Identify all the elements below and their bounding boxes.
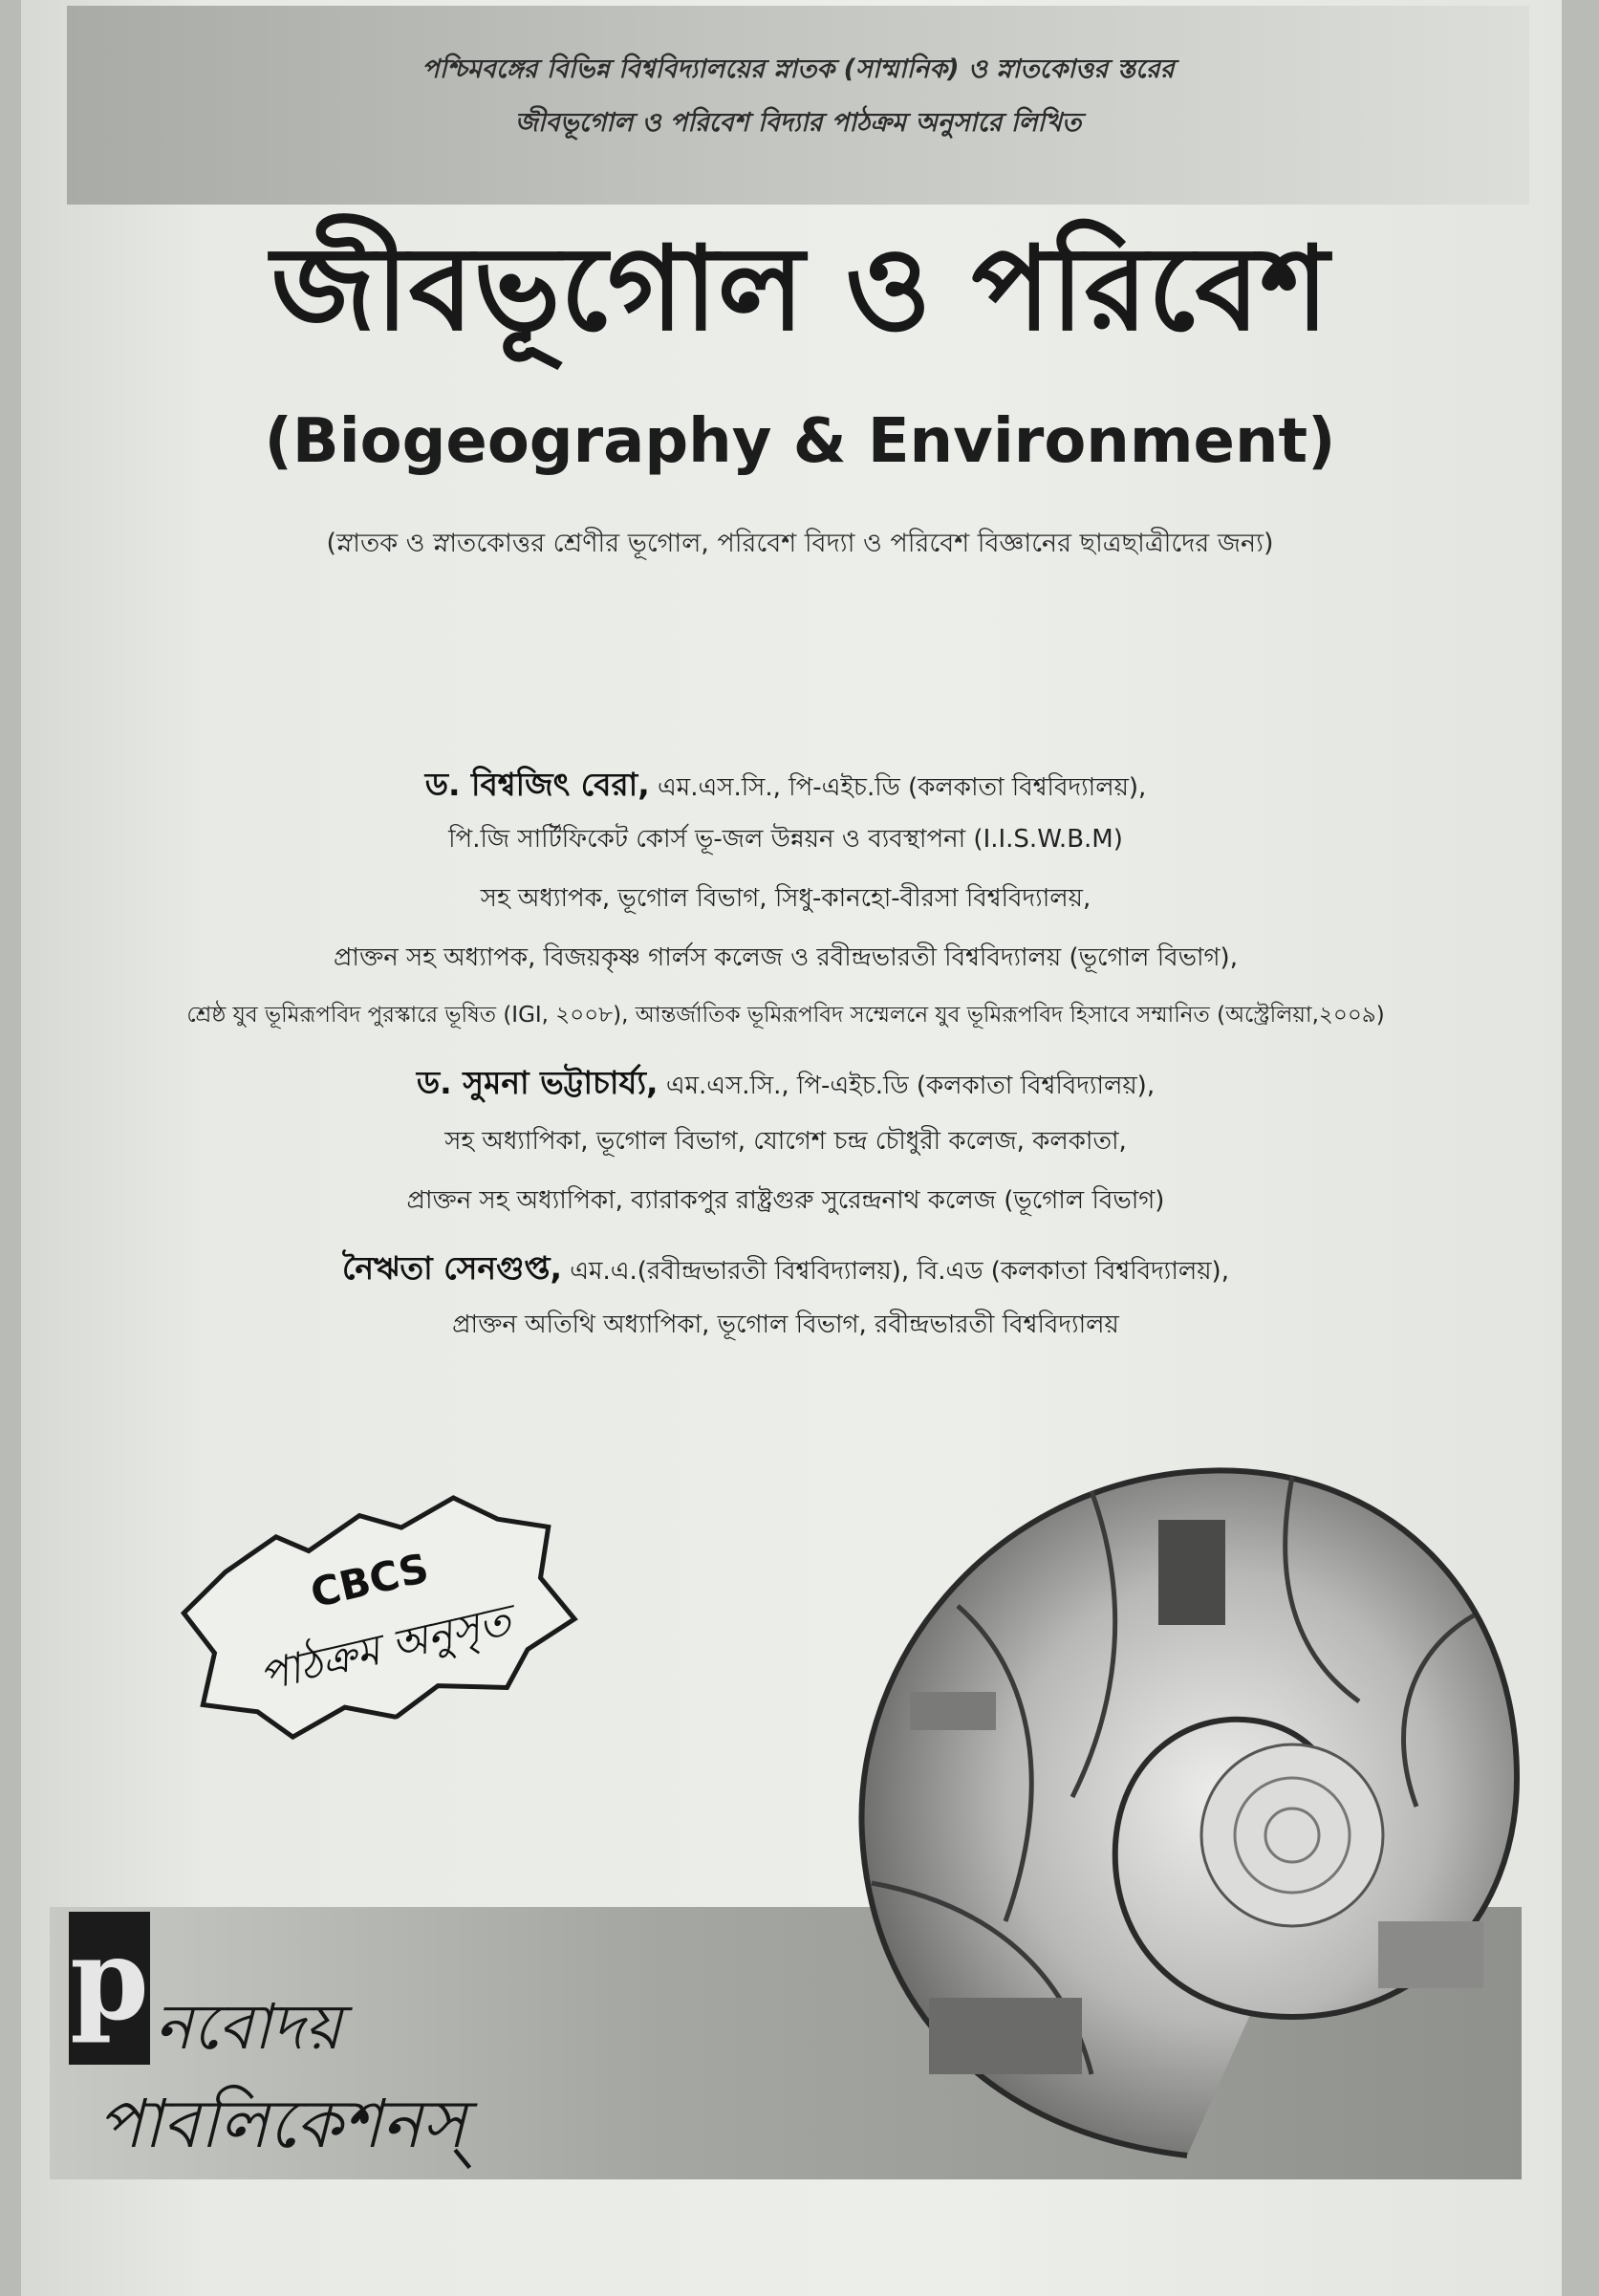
publisher-name-line-2: পাবলিকেশনস্	[97, 2085, 466, 2163]
publisher-name-line-1: নবোদয়	[155, 1990, 342, 2064]
author-1-line: পি.জি সার্টিফিকেট কোর্স ভূ-জল উন্নয়ন ও ব্যবস্থাপনা (I.I.S.W.B.M)	[448, 825, 1123, 854]
author-1-line: প্রাক্তন সহ অধ্যাপক, বিজয়কৃষ্ণ গার্লস কলেজ ও রবীন্দ্রভারতী বিশ্ববিদ্যালয় (ভূগোল বিভাগ),	[334, 943, 1238, 972]
book-subtitle: (স্নাতক ও স্নাতকোত্তর শ্রেণীর ভূগোল, পরিবেশ বিদ্যা ও পরিবেশ বিজ্ঞানের ছাত্রছাত্রীদের জন্য)	[326, 529, 1274, 558]
book-title-page	[21, 0, 1562, 2296]
publisher-logo-letter: p	[70, 1913, 149, 2046]
author-2-line: প্রাক্তন সহ অধ্যাপিকা, ব্যারাকপুর রাষ্ট্রগুরু সুরেন্দ্রনাথ কলেজ (ভূগোল বিভাগ)	[406, 1186, 1165, 1215]
badge-code: CBCS	[306, 1544, 433, 1617]
header-line-2: জীবভূগোল ও পরিবেশ বিদ্যার পাঠক্রম অনুসারে লিখিত	[514, 108, 1082, 138]
header-line-1: পশ্চিমবঙ্গের বিভিন্ন বিশ্ববিদ্যালয়ের স্নাতক (সাম্মানিক) ও স্নাতকোত্তর স্তরের	[421, 54, 1175, 84]
book-title-bengali: জীবভূগোল ও পরিবেশ	[270, 221, 1329, 357]
author-2-degree: এম.এস.সি., পি-এইচ.ডি (কলকাতা বিশ্ববিদ্যালয়),	[658, 1072, 1156, 1100]
author-1-line: সহ অধ্যাপক, ভূগোল বিভাগ, সিধু-কানহো-বীরসা বিশ্ববিদ্যালয়,	[480, 884, 1091, 913]
publisher-logo	[69, 1912, 150, 2065]
nautilus-shell-icon	[843, 1386, 1531, 2170]
author-3-degree: এম.এ.(রবীন্দ্রভারতী বিশ্ববিদ্যালয়), বি.এড (কলকাতা বিশ্ববিদ্যালয়),	[562, 1257, 1229, 1286]
author-1-degree: এম.এস.সি., পি-এইচ.ডি (কলকাতা বিশ্ববিদ্যালয়),	[649, 773, 1147, 802]
author-3-name: নৈঋতা সেনগুপ্ত,	[342, 1249, 562, 1287]
author-1-heading	[59, 760, 1512, 813]
cbcs-badge	[163, 1469, 593, 1763]
header-band	[67, 6, 1529, 205]
author-2-name: ড. সুমনা ভট্টাচার্য্য,	[416, 1064, 659, 1101]
author-3-heading	[59, 1244, 1512, 1297]
nautilus-collage-image	[843, 1386, 1531, 2170]
author-1-line: শ্রেষ্ঠ যুব ভূমিরূপবিদ পুরস্কারে ভূষিত (IGI, ২০০৮), আন্তর্জাতিক ভূমিরূপবিদ সম্মেলনে যুব ভূমিরূপবিদ হিসাবে সম্মানিত (অস্ট্রেলিয়া,২০০৯)	[186, 1003, 1385, 1028]
author-1-name: ড. বিশ্বজিৎ বেরা,	[424, 766, 650, 803]
author-2-heading	[59, 1058, 1512, 1112]
author-3-line: প্রাক্তন অতিথি অধ্যাপিকা, ভূগোল বিভাগ, রবীন্দ্রভারতী বিশ্ববিদ্যালয়	[452, 1310, 1119, 1339]
book-title-english: (Biogeography & Environment)	[264, 406, 1336, 477]
author-2-line: সহ অধ্যাপিকা, ভূগোল বিভাগ, যোগেশ চন্দ্র চৌধুরী কলেজ, কলকাতা,	[444, 1127, 1127, 1156]
badge-label: পাঠক্রম অনুসৃত	[254, 1595, 516, 1701]
